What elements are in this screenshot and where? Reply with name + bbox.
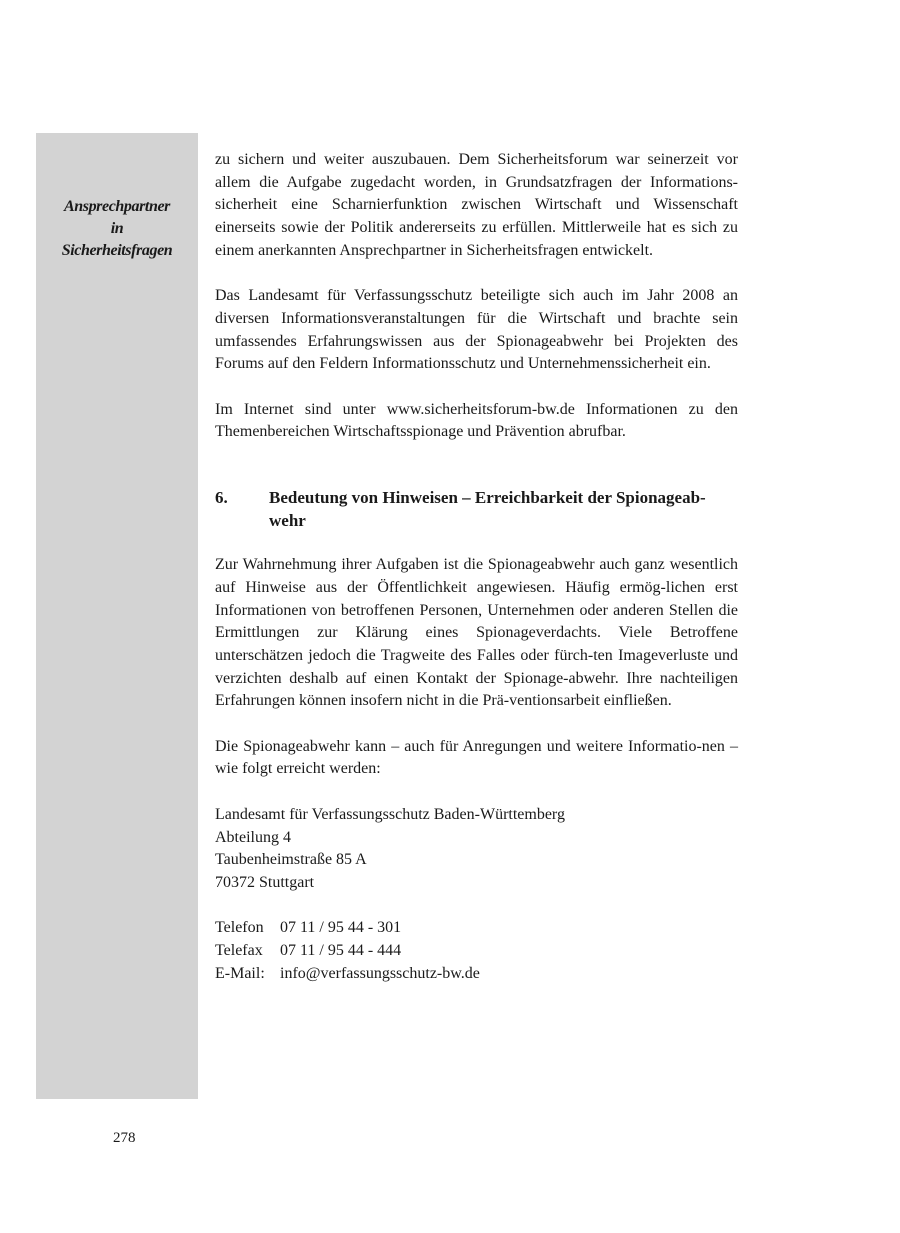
address-line: Abteilung 4 (215, 828, 291, 846)
contact-value: 07 11 / 95 44 - 444 (280, 942, 402, 960)
main-content (215, 149, 738, 985)
paragraph: Im Internet sind unter www.sicherheitsforum-bw.de Informationen zu den Themenbereichen Wirtschaftsspionage und Prävention abrufbar. (215, 400, 738, 441)
contact-label: E-Mail: (215, 964, 265, 982)
contact-label: Telefon (215, 919, 264, 937)
section-number: 6. (215, 488, 228, 508)
paragraph: zu sichern und weiter auszubauen. Dem Sicherheitsforum war seinerzeit vor allem die Aufgabe zugedacht worden, in Grundsatzfragen der Informations-sicherheit eine Scharnierfunktion zwischen Wirtschaft und Wissenschaft einerseits sowie der Politik andererseits zu erfüllen. Mittlerweile hat es sich zu einem anerkannten Ansprechpartner in Sicherheitsfragen entwickelt. (215, 151, 738, 259)
section-title: Bedeutung von Hinweisen – Erreichbarkeit der Spionageab-wehr (269, 488, 706, 531)
contact-row-phone (215, 917, 738, 940)
contact-value: 07 11 / 95 44 - 301 (280, 919, 402, 937)
paragraph: Das Landesamt für Verfassungsschutz beteiligte sich auch im Jahr 2008 an diversen Informationsveranstaltungen für die Wirtschaft und brachte sein umfassendes Erfahrungswissen aus der Spionageabwehr bei Projekten des Forums auf den Feldern Informationsschutz und Unternehmenssicherheit ein. (215, 287, 738, 373)
contact-label: Telefax (215, 942, 263, 960)
page-number: 278 (113, 1130, 136, 1146)
margin-note (36, 196, 198, 262)
address-line: Taubenheimstraße 85 A (215, 851, 367, 869)
paragraph: Die Spionageabwehr kann – auch für Anregungen und weitere Informatio-nen – wie folgt erreicht werden: (215, 737, 738, 778)
contact-row-fax (215, 940, 738, 963)
address-block (215, 804, 738, 895)
margin-note-line: Sicherheitsfragen (61, 242, 173, 259)
paragraph: Zur Wahrnehmung ihrer Aufgaben ist die Spionageabwehr auch ganz wesentlich auf Hinweise aus der Öffentlichkeit angewiesen. Häufig ermög-lichen erst Informationen von betroffenen Personen, Unternehmen oder anderen Stellen die Ermittlungen zur Klärung eines Spionageverdachts. Viele Betroffene unterschätzen jedoch die Tragweite des Falles oder fürch-ten Imageverluste und verzichten deshalb auf einen Kontakt der Spionage-abwehr. Ihre nachteiligen Erfahrungen können insofern nicht in die Prä-ventionsarbeit einfließen. (215, 556, 738, 710)
contact-value: info@verfassungsschutz-bw.de (280, 964, 480, 982)
section-heading (215, 486, 738, 532)
margin-note-line: in (110, 220, 124, 237)
contact-row-email (215, 963, 738, 986)
address-line: Landesamt für Verfassungsschutz Baden-Württemberg (215, 805, 565, 823)
margin-sidebar (36, 133, 198, 1099)
address-line: 70372 Stuttgart (215, 873, 315, 891)
contact-block (215, 917, 738, 985)
margin-note-line: Ansprechpartner (63, 198, 171, 215)
